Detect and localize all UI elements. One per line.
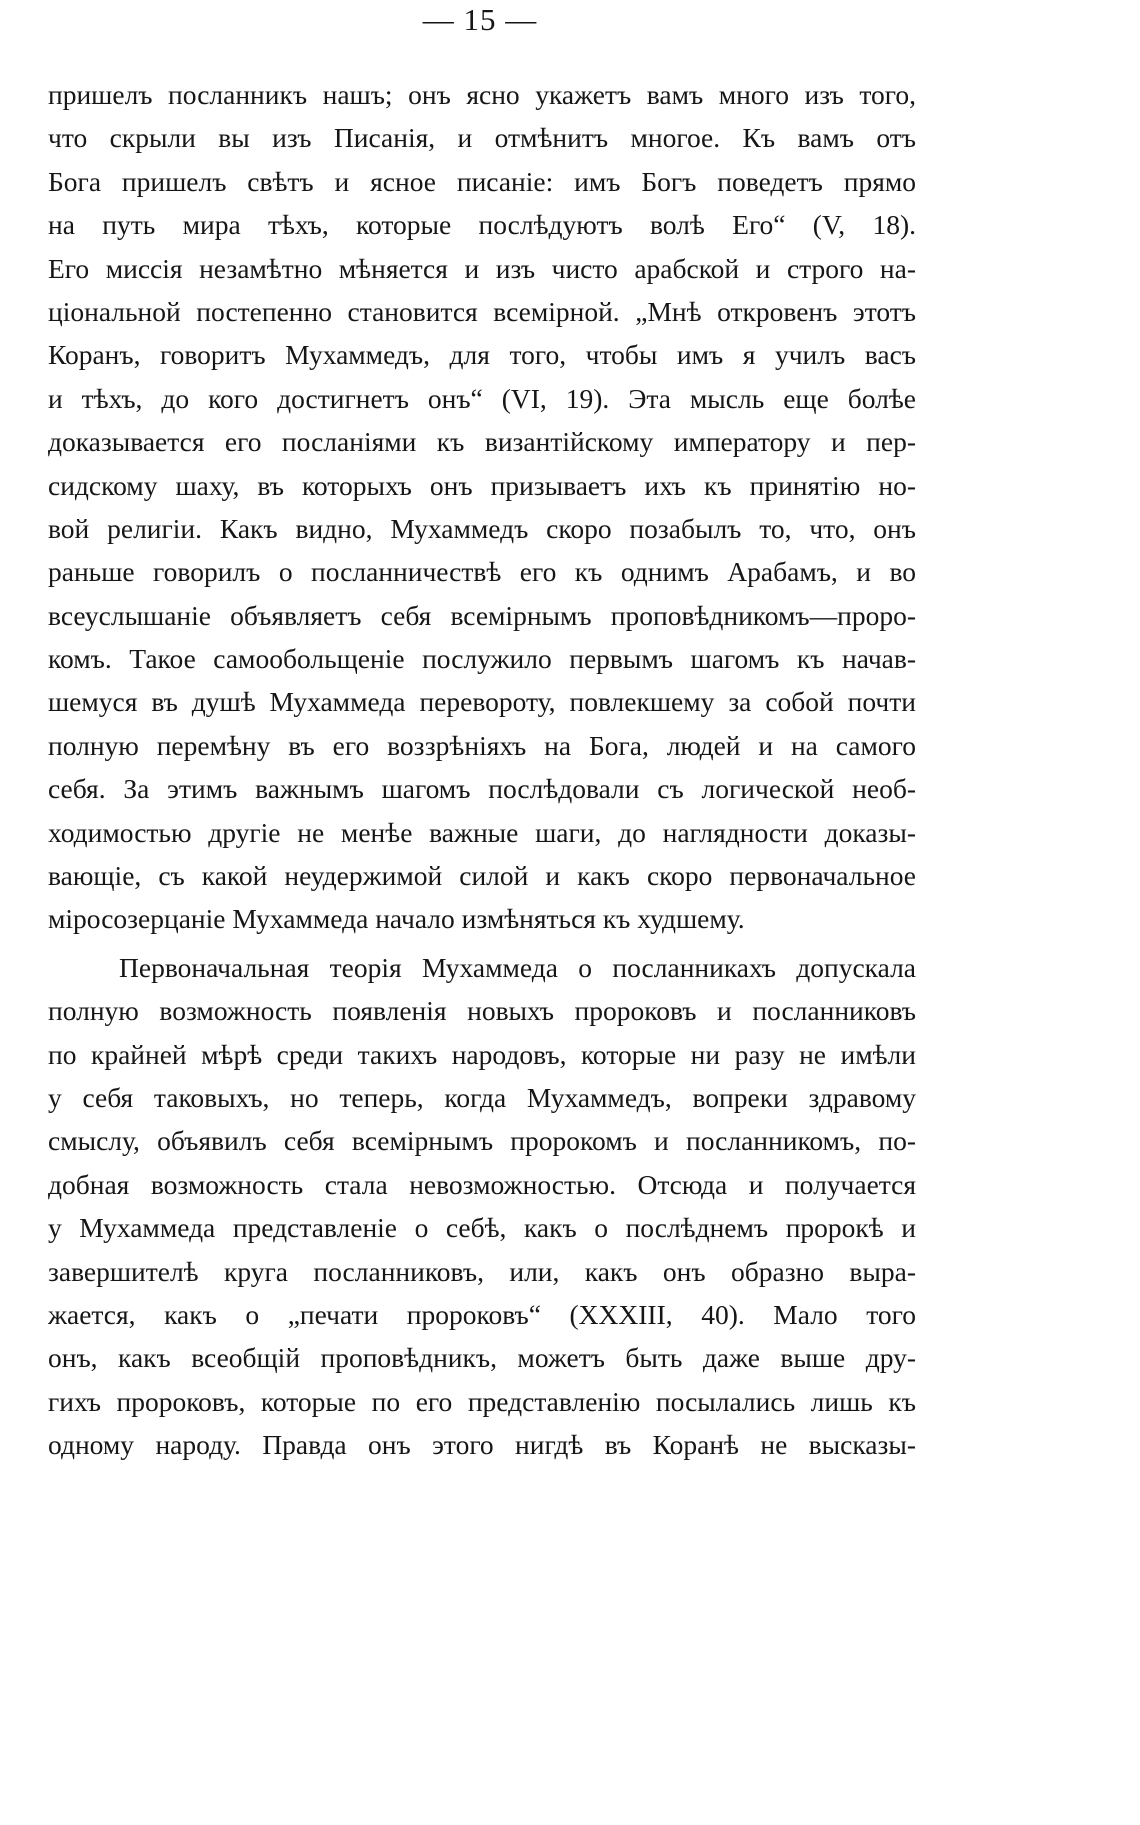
text-line: одному народу. Правда онъ этого нигдѣ въ Коранѣ не высказы- bbox=[48, 1429, 916, 1461]
text-line: у Мухаммеда представленіе о себѣ, какъ о послѣднемъ пророкѣ и bbox=[48, 1212, 916, 1244]
text-line: и тѣхъ, до кого достигнетъ онъ“ (VI, 19). Эта мысль еще болѣе bbox=[48, 382, 916, 414]
text-line: онъ, какъ всеобщій проповѣдникъ, можетъ быть даже выше дру- bbox=[48, 1342, 916, 1374]
text-line: полную возможность появленія новыхъ пророковъ и посланниковъ bbox=[48, 995, 916, 1027]
body-text bbox=[48, 73, 916, 1467]
text-line: шемуся въ душѣ Мухаммеда перевороту, повлекшему за собой почти bbox=[48, 686, 916, 718]
text-line: вой религіи. Какъ видно, Мухаммедъ скоро позабылъ то, что, онъ bbox=[48, 512, 916, 544]
text-line: сидскому шаху, въ которыхъ онъ призываетъ ихъ къ принятію но- bbox=[48, 469, 916, 501]
text-line: вающіе, съ какой неудержимой силой и какъ скоро первоначальное bbox=[48, 860, 916, 892]
text-line: ходимостью другіе не менѣе важные шаги, до наглядности доказы- bbox=[48, 816, 916, 848]
text-line: гихъ пророковъ, которые по его представленію посылались лишь къ bbox=[48, 1385, 916, 1417]
text-line: комъ. Такое самообольщеніе послужило первымъ шагомъ къ начав- bbox=[48, 643, 916, 675]
text-line: доказывается его посланіями къ византійскому императору и пер- bbox=[48, 426, 916, 458]
text-line: добная возможность стала невозможностью. Отсюда и получается bbox=[48, 1168, 916, 1200]
text-line: жается, какъ о „печати пророковъ“ (XXXIII, 40). Мало того bbox=[48, 1298, 916, 1330]
page-number: — 15 — bbox=[422, 2, 538, 37]
text-line: полную перемѣну въ его воззрѣніяхъ на Бога, людей и на самого bbox=[48, 729, 916, 761]
text-line: пришелъ посланникъ нашъ; онъ ясно укажетъ вамъ много изъ того, bbox=[48, 79, 916, 110]
text-line: что скрыли вы изъ Писанія, и отмѣнитъ многое. Къ вамъ отъ bbox=[48, 122, 916, 154]
text-line: завершителѣ круга посланниковъ, или, какъ онъ образно выра- bbox=[48, 1255, 916, 1287]
text-line: смыслу, объявилъ себя всемірнымъ пророкомъ и посланникомъ, по- bbox=[48, 1125, 916, 1157]
text-line: Бога пришелъ свѣтъ и ясное писаніе: имъ Богъ поведетъ прямо bbox=[48, 165, 916, 197]
paragraph-1 bbox=[48, 73, 916, 941]
text-line: міросозерцаніе Мухаммеда начало измѣняться къ худшему. bbox=[48, 903, 745, 935]
text-line: ціональной постепенно становится всемірной. „Мнѣ откровенъ этотъ bbox=[48, 295, 916, 327]
text-line: по крайней мѣрѣ среди такихъ народовъ, которые ни разу не имѣли bbox=[48, 1038, 916, 1070]
paragraph-2 bbox=[48, 946, 916, 1467]
text-line: раньше говорилъ о посланничествѣ его къ однимъ Арабамъ, и во bbox=[48, 556, 916, 588]
text-line: себя. За этимъ важнымъ шагомъ послѣдовали съ логической необ- bbox=[48, 773, 916, 805]
text-line: Его миссія незамѣтно мѣняется и изъ чисто арабской и строго на- bbox=[48, 252, 916, 284]
text-line: всеуслышаніе объявляетъ себя всемірнымъ проповѣдникомъ—проро- bbox=[48, 599, 916, 631]
text-line: на путь мира тѣхъ, которые послѣдуютъ волѣ Его“ (V, 18). bbox=[48, 209, 916, 241]
text-line: Первоначальная теорія Мухаммеда о посланникахъ допускала bbox=[119, 951, 916, 983]
text-line: у себя таковыхъ, но теперь, когда Мухаммедъ, вопреки здравому bbox=[48, 1081, 916, 1113]
text-line: Коранъ, говоритъ Мухаммедъ, для того, чтобы имъ я училъ васъ bbox=[48, 339, 916, 371]
